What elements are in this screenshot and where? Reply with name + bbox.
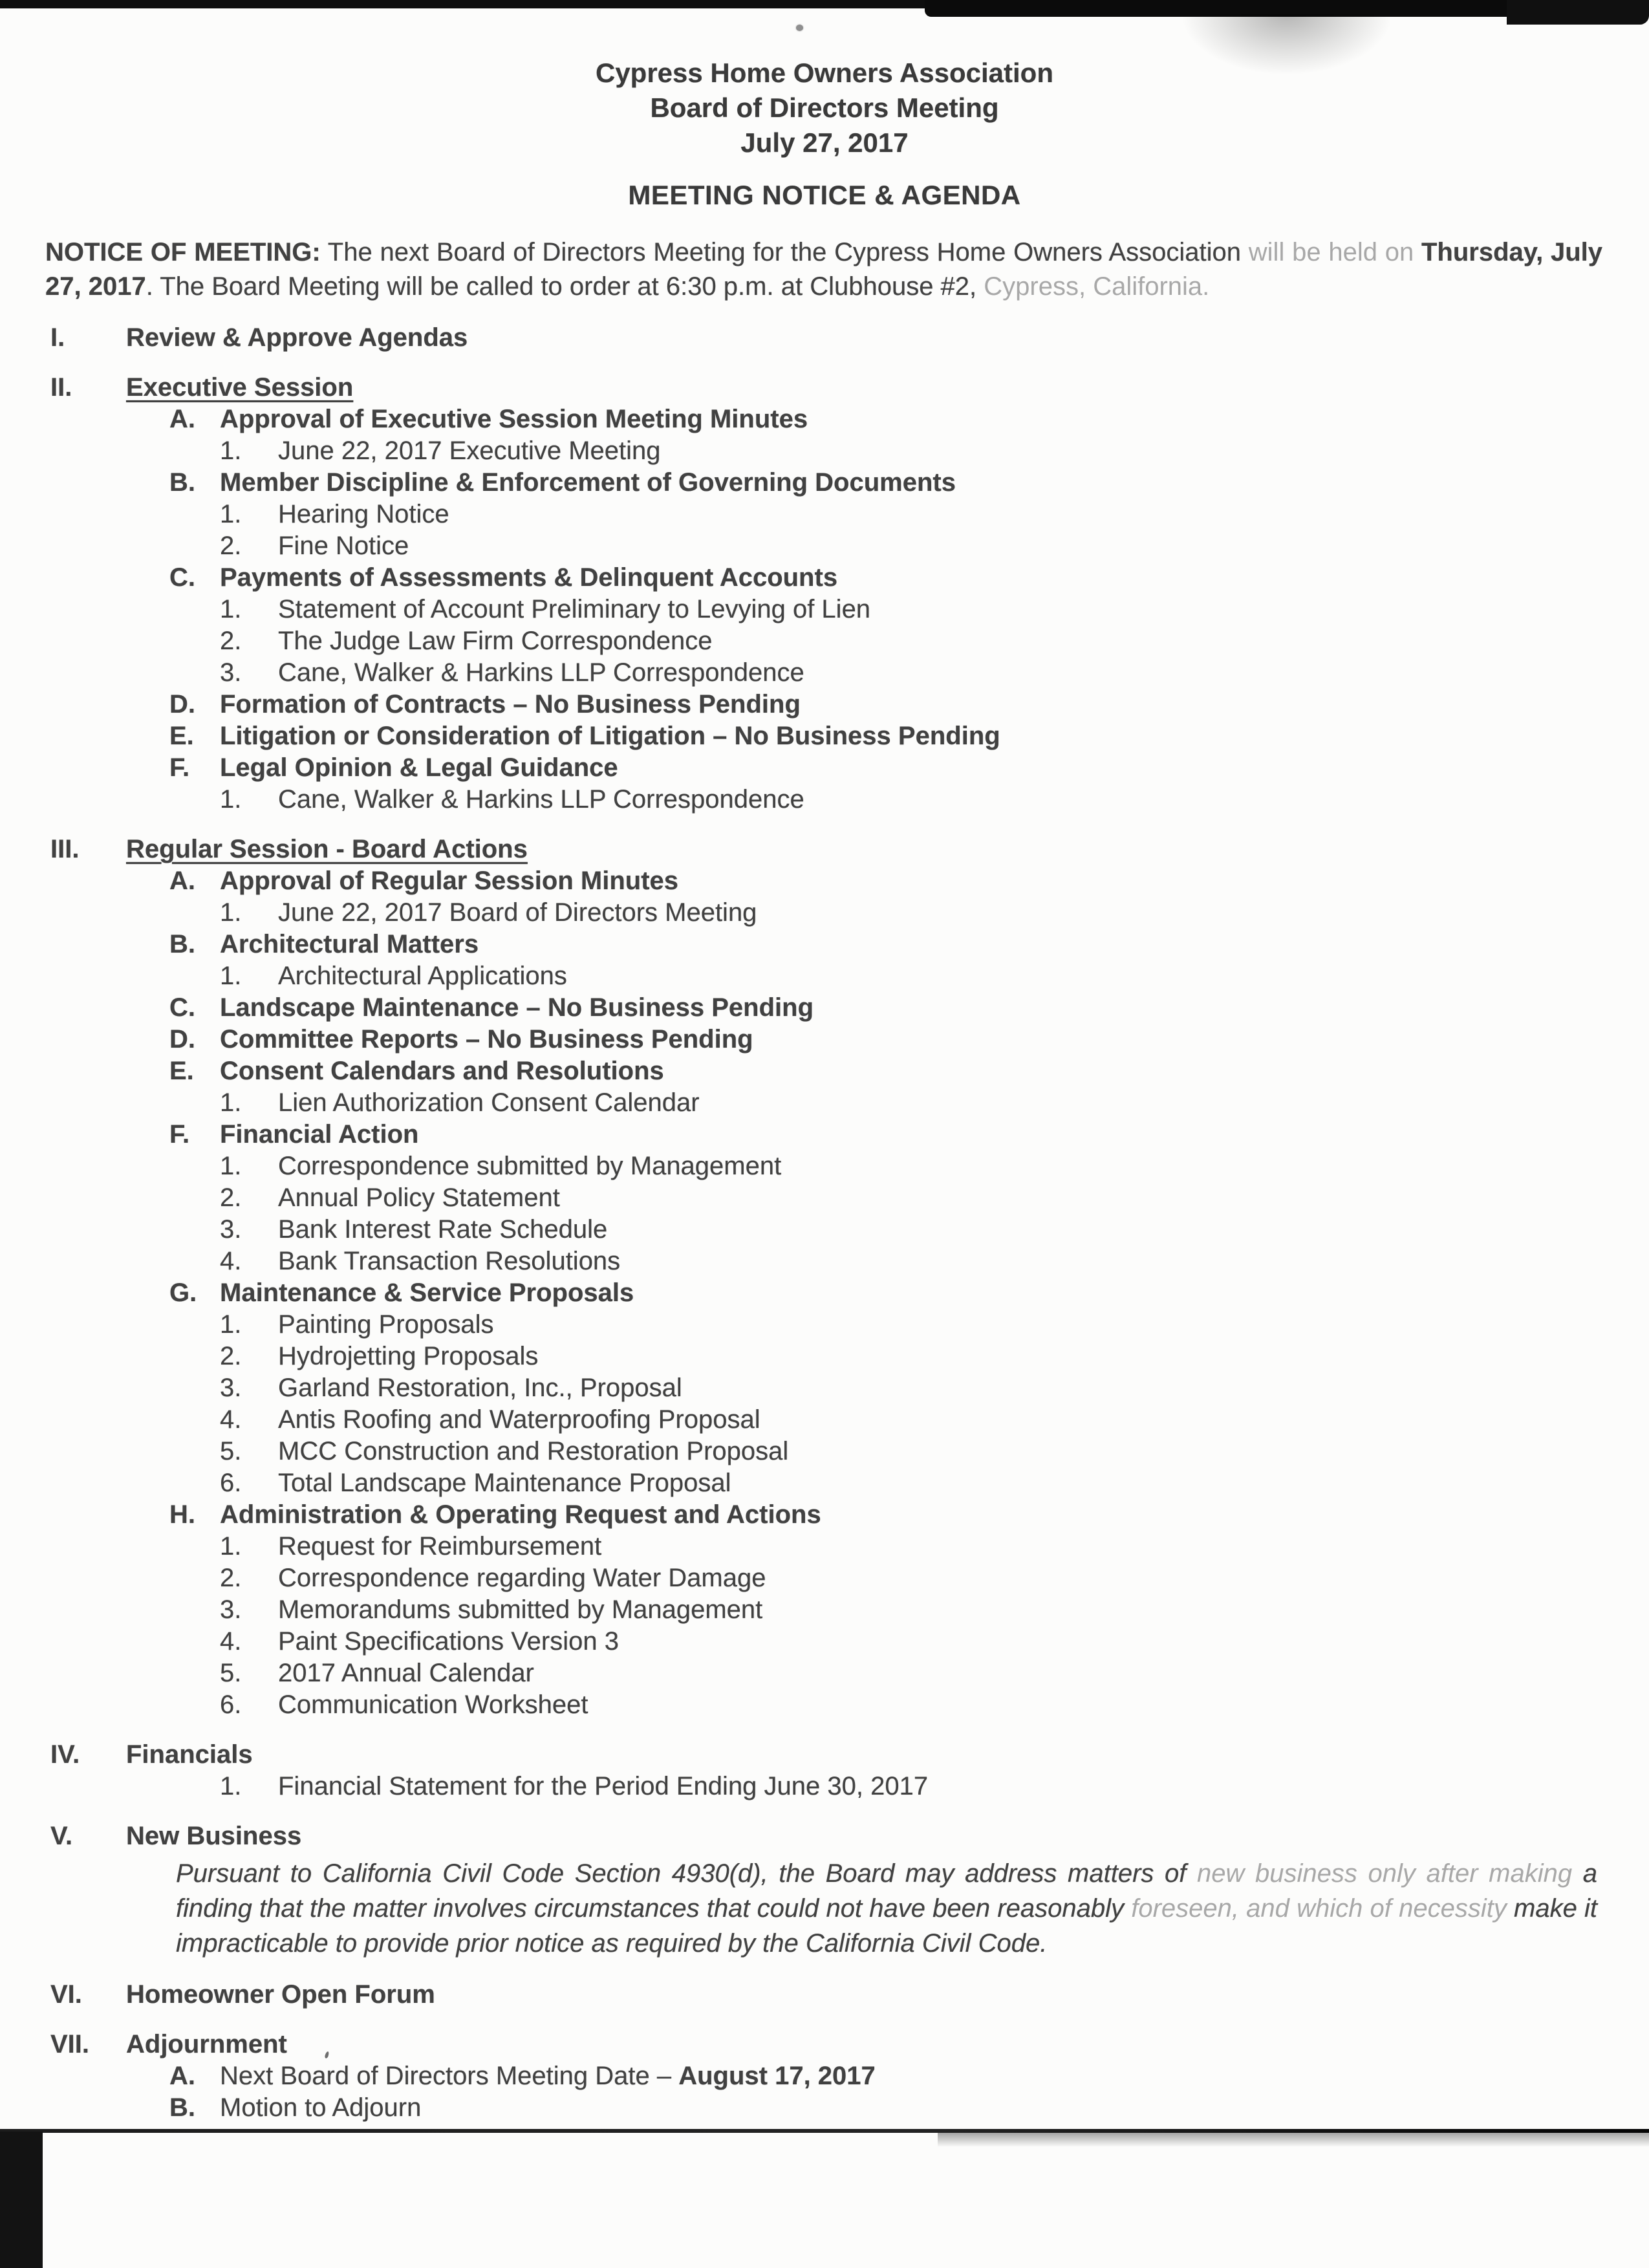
agenda-subitem — [0, 1341, 1649, 1372]
item-text — [220, 720, 1649, 752]
item-text — [278, 1372, 1649, 1404]
item-text — [278, 1246, 1649, 1277]
item-label: 4. — [220, 1405, 242, 1434]
section-heading: Homeowner Open Forum — [126, 1980, 435, 2009]
item-label: E. — [169, 1057, 194, 1085]
text-run: Financial Action — [220, 1120, 419, 1149]
agenda-subitem — [0, 1150, 1649, 1182]
agenda-item — [0, 1499, 1649, 1531]
section-numeral: V. — [50, 1822, 73, 1850]
section-heading: Financials — [126, 1740, 253, 1769]
agenda-subitem — [0, 960, 1649, 992]
item-text — [220, 404, 1649, 435]
agenda-subitem — [0, 1182, 1649, 1214]
text-run: Cypress, California. — [984, 272, 1210, 301]
text-run: Consent Calendars and Resolutions — [220, 1057, 664, 1085]
item-label: B. — [169, 930, 195, 958]
text-run: Landscape Maintenance – No Business Pending — [220, 993, 814, 1022]
text-run: . The Board Meeting will be called to order at 6:30 p.m. at Clubhouse #2, — [146, 272, 984, 301]
section-heading: Executive Session — [126, 373, 354, 402]
section-heading: Regular Session - Board Actions — [126, 835, 528, 863]
text-run: Communication Worksheet — [278, 1690, 588, 1719]
section-numeral: II. — [50, 373, 72, 402]
item-label: F. — [169, 1120, 190, 1149]
text-run: Legal Opinion & Legal Guidance — [220, 753, 618, 782]
item-label: B. — [169, 2093, 195, 2122]
text-run: foreseen, and which of necessity — [1131, 1894, 1507, 1923]
item-label: 4. — [220, 1627, 242, 1656]
item-label: 2. — [220, 1564, 242, 1592]
item-text — [278, 1467, 1649, 1499]
item-label: C. — [169, 563, 195, 592]
agenda-subitem — [0, 499, 1649, 530]
agenda-subitem — [0, 1658, 1649, 1689]
text-run: Financial Statement for the Period Ending June 30, 2017 — [278, 1772, 929, 1800]
document-title-block — [0, 0, 1649, 160]
agenda-item — [0, 2060, 1649, 2092]
item-text — [220, 1277, 1649, 1309]
section-numeral: III. — [50, 835, 80, 863]
item-label: G. — [169, 1279, 197, 1307]
agenda-item — [0, 1119, 1649, 1150]
scan-artifact-corner-block — [0, 2132, 43, 2268]
agenda-section-row — [0, 1820, 1649, 1852]
agenda-subitem — [0, 1404, 1649, 1436]
item-label: B. — [169, 468, 195, 497]
document-title-line: Cypress Home Owners Association — [595, 58, 1053, 88]
text-run: Next Board of Directors Meeting Date – — [220, 2062, 679, 2090]
text-run: Antis Roofing and Waterproofing Proposal — [278, 1405, 760, 1434]
item-text — [278, 1404, 1649, 1436]
agenda-subitem — [0, 1246, 1649, 1277]
item-label: F. — [169, 753, 190, 782]
text-run: Member Discipline & Enforcement of Governing Documents — [220, 468, 956, 497]
text-run: Approval of Executive Session Meeting Minutes — [220, 405, 808, 433]
scan-artifact-dot — [796, 25, 803, 31]
agenda-outline — [0, 322, 1649, 2124]
agenda-subitem — [0, 1594, 1649, 1626]
text-run: Memorandums submitted by Management — [278, 1595, 763, 1624]
new-business-note — [176, 1856, 1597, 1961]
item-label: 1. — [220, 962, 242, 990]
agenda-item — [0, 1055, 1649, 1087]
item-label: 1. — [220, 785, 242, 814]
item-label: 1. — [220, 1310, 242, 1339]
agenda-subitem — [0, 1531, 1649, 1562]
section-heading: New Business — [126, 1822, 302, 1850]
text-run: Hydrojetting Proposals — [278, 1342, 539, 1370]
item-label: 3. — [220, 1215, 242, 1244]
agenda-subitem — [0, 1626, 1649, 1658]
text-run: Administration & Operating Request and Actions — [220, 1500, 821, 1529]
text-run: June 22, 2017 Board of Directors Meeting — [278, 898, 757, 927]
agenda-section — [0, 372, 1649, 815]
text-run: Maintenance & Service Proposals — [220, 1279, 634, 1307]
agenda-subitem — [0, 1372, 1649, 1404]
agenda-item — [0, 1024, 1649, 1055]
agenda-subitem — [0, 1087, 1649, 1119]
agenda-item — [0, 865, 1649, 897]
document-title-line: July 27, 2017 — [740, 127, 909, 158]
item-text — [278, 1562, 1649, 1594]
agenda-subitem — [0, 897, 1649, 929]
agenda-subitem — [0, 1689, 1649, 1721]
item-text — [278, 1436, 1649, 1467]
text-run: Paint Specifications Version 3 — [278, 1627, 619, 1656]
item-text — [278, 1087, 1649, 1119]
text-run: MCC Construction and Restoration Proposal — [278, 1437, 789, 1465]
text-run: Thursday, July 27, 2017 — [45, 238, 1602, 301]
item-label: 2. — [220, 1183, 242, 1212]
item-text — [220, 562, 1649, 594]
text-run — [1414, 238, 1421, 266]
text-run: Request for Reimbursement — [278, 1532, 602, 1561]
scan-artifact-top-right-thick — [1507, 0, 1649, 25]
agenda-section — [0, 834, 1649, 1721]
item-text — [220, 1499, 1649, 1531]
item-text — [220, 929, 1649, 960]
text-run: new business only after making — [1197, 1859, 1573, 1888]
item-label: 4. — [220, 1247, 242, 1275]
notice-of-meeting-paragraph — [45, 235, 1602, 304]
item-label: 2. — [220, 1342, 242, 1370]
agenda-section-row — [0, 1979, 1649, 2011]
text-run: make it impracticable to provide prior notice as required by the California Civil Code. — [176, 1894, 1598, 1958]
agenda-subitem — [0, 784, 1649, 815]
item-text — [220, 1055, 1649, 1087]
agenda-subitem — [0, 1562, 1649, 1594]
agenda-section-row — [0, 834, 1649, 865]
item-label: 2. — [220, 627, 242, 655]
agenda-section — [0, 322, 1649, 354]
item-label: E. — [169, 722, 194, 750]
text-run: The Judge Law Firm Correspondence — [278, 627, 713, 655]
text-run: Payments of Assessments & Delinquent Accounts — [220, 563, 838, 592]
item-label: 2. — [220, 532, 242, 560]
item-text — [278, 625, 1649, 657]
agenda-item — [0, 1277, 1649, 1309]
text-run: Garland Restoration, Inc., Proposal — [278, 1374, 682, 1402]
text-run: Lien Authorization Consent Calendar — [278, 1088, 700, 1117]
item-text — [220, 689, 1649, 720]
text-run: Committee Reports – No Business Pending — [220, 1025, 753, 1053]
agenda-section-row — [0, 2029, 1649, 2060]
item-text — [278, 1658, 1649, 1689]
text-run: Correspondence submitted by Management — [278, 1152, 782, 1180]
item-label: A. — [169, 405, 195, 433]
agenda-item — [0, 992, 1649, 1024]
agenda-item — [0, 467, 1649, 499]
text-run: Formation of Contracts – No Business Pending — [220, 690, 801, 718]
agenda-subitem — [0, 530, 1649, 562]
agenda-section-row — [0, 1739, 1649, 1771]
text-run: 2017 Annual Calendar — [278, 1659, 534, 1687]
item-text — [278, 784, 1649, 815]
text-run: Annual Policy Statement — [278, 1183, 560, 1212]
item-text — [220, 2092, 1649, 2124]
scan-artifact-bottom-shade — [938, 2133, 1649, 2147]
item-label: 1. — [220, 500, 242, 528]
item-label: 1. — [220, 1088, 242, 1117]
item-text — [278, 1531, 1649, 1562]
text-run: Painting Proposals — [278, 1310, 494, 1339]
text-run: Bank Interest Rate Schedule — [278, 1215, 608, 1244]
item-label: 3. — [220, 1595, 242, 1624]
section-heading: Review & Approve Agendas — [126, 323, 468, 352]
text-run: Litigation or Consideration of Litigation – No Business Pending — [220, 722, 1000, 750]
item-text — [278, 657, 1649, 689]
agenda-item — [0, 752, 1649, 784]
section-heading: Adjournment — [126, 2030, 287, 2058]
item-text — [220, 2060, 1649, 2092]
item-text — [278, 1341, 1649, 1372]
text-run: Cane, Walker & Harkins LLP Correspondence — [278, 785, 804, 814]
text-run: June 22, 2017 Executive Meeting — [278, 437, 661, 465]
item-text — [278, 1150, 1649, 1182]
item-label: C. — [169, 993, 195, 1022]
text-run: Approval of Regular Session Minutes — [220, 867, 679, 895]
item-text — [278, 1214, 1649, 1246]
item-text — [278, 1594, 1649, 1626]
text-run: The next Board of Directors Meeting for the Cypress Home Owners Association — [320, 238, 1249, 266]
item-text — [278, 499, 1649, 530]
document-subtitle: MEETING NOTICE & AGENDA — [628, 180, 1021, 210]
item-label: 5. — [220, 1659, 242, 1687]
text-run: August 17, 2017 — [678, 2062, 876, 2090]
text-run: Architectural Matters — [220, 930, 479, 958]
agenda-section — [0, 1820, 1649, 1961]
agenda-item — [0, 2092, 1649, 2124]
text-run: Hearing Notice — [278, 500, 449, 528]
section-numeral: VII. — [50, 2030, 90, 2058]
item-text — [220, 1119, 1649, 1150]
text-run: a finding that the matter involves circumstances that could not have been reasonably — [176, 1859, 1597, 1923]
item-label: 3. — [220, 1374, 242, 1402]
item-label: 1. — [220, 595, 242, 623]
item-text — [220, 752, 1649, 784]
text-run: Total Landscape Maintenance Proposal — [278, 1469, 731, 1497]
agenda-section-row — [0, 322, 1649, 354]
text-run: Motion to Adjourn — [220, 2093, 422, 2122]
agenda-subitem — [0, 1309, 1649, 1341]
item-label: 6. — [220, 1469, 242, 1497]
item-text — [278, 530, 1649, 562]
text-run: Correspondence regarding Water Damage — [278, 1564, 766, 1592]
scan-artifact-smudge — [1183, 14, 1390, 74]
agenda-section — [0, 1979, 1649, 2011]
text-run: Statement of Account Preliminary to Levying of Lien — [278, 595, 871, 623]
agenda-section-row — [0, 372, 1649, 404]
section-numeral: IV. — [50, 1740, 80, 1769]
text-run: will be held on — [1248, 238, 1414, 266]
item-label: 1. — [220, 1152, 242, 1180]
agenda-subitem — [0, 594, 1649, 625]
agenda-section — [0, 1739, 1649, 1802]
item-text — [278, 1626, 1649, 1658]
item-label: 1. — [220, 1532, 242, 1561]
agenda-subitem — [0, 1214, 1649, 1246]
agenda-section — [0, 2029, 1649, 2124]
item-text — [278, 1689, 1649, 1721]
text-run: Architectural Applications — [278, 962, 567, 990]
item-label: 1. — [220, 1772, 242, 1800]
item-label: H. — [169, 1500, 195, 1529]
item-text — [220, 865, 1649, 897]
agenda-subitem — [0, 1771, 1649, 1802]
agenda-item — [0, 689, 1649, 720]
text-run: Fine Notice — [278, 532, 409, 560]
item-text — [278, 1309, 1649, 1341]
section-numeral: VI. — [50, 1980, 82, 2009]
agenda-item — [0, 562, 1649, 594]
item-text — [278, 897, 1649, 929]
item-text — [220, 992, 1649, 1024]
agenda-subitem — [0, 657, 1649, 689]
text-run: Cane, Walker & Harkins LLP Correspondence — [278, 658, 804, 687]
item-label: D. — [169, 690, 195, 718]
agenda-subitem — [0, 1467, 1649, 1499]
agenda-subitem — [0, 435, 1649, 467]
item-label: D. — [169, 1025, 195, 1053]
text-run: Pursuant to California Civil Code Section 4930(d), the Board may address matters of — [176, 1859, 1198, 1888]
item-text — [278, 1182, 1649, 1214]
agenda-item — [0, 929, 1649, 960]
document-title-line: Board of Directors Meeting — [650, 92, 999, 123]
item-text — [220, 1024, 1649, 1055]
item-text — [278, 594, 1649, 625]
item-label: 3. — [220, 658, 242, 687]
text-run: Bank Transaction Resolutions — [278, 1247, 621, 1275]
item-label: 5. — [220, 1437, 242, 1465]
item-label: 1. — [220, 437, 242, 465]
item-label: A. — [169, 867, 195, 895]
section-numeral: I. — [50, 323, 65, 352]
agenda-item — [0, 404, 1649, 435]
item-text — [278, 960, 1649, 992]
item-text — [220, 467, 1649, 499]
agenda-subitem — [0, 625, 1649, 657]
item-text — [278, 1771, 1649, 1802]
item-label: A. — [169, 2062, 195, 2090]
text-run: NOTICE OF MEETING: — [45, 238, 321, 266]
agenda-item — [0, 720, 1649, 752]
item-label: 6. — [220, 1690, 242, 1719]
item-label: 1. — [220, 898, 242, 927]
item-text — [278, 435, 1649, 467]
agenda-subitem — [0, 1436, 1649, 1467]
